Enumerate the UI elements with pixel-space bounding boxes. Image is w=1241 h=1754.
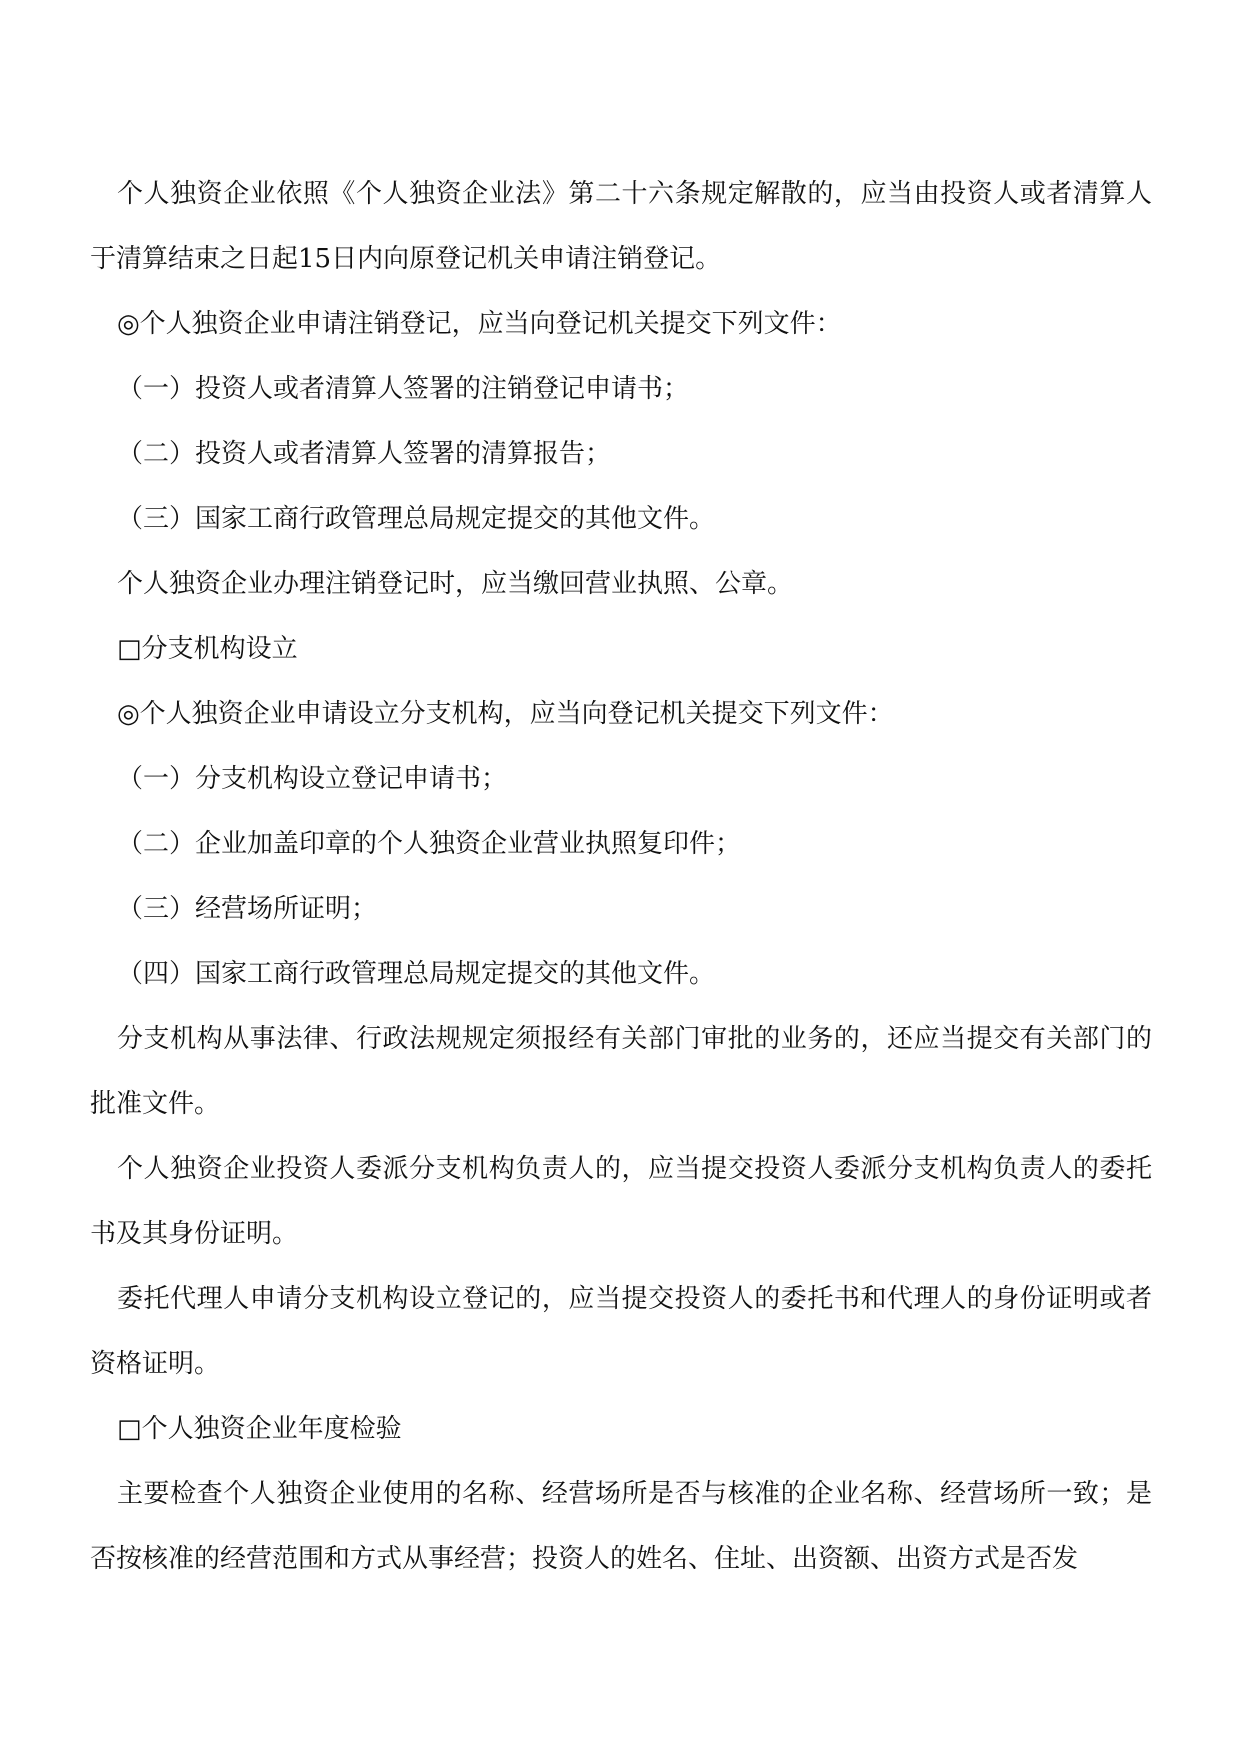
paragraph-inspection-content: 主要检查个人独资企业使用的名称、经营场所是否与核准的企业名称、经营场所一致；是否按核准的经营范围和方式从事经营；投资人的姓名、住址、出资额、出资方式是否发 [90,1479,1152,1574]
paragraph-branch-manager-appointment: 个人独资企业投资人委派分支机构负责人的，应当提交投资人委派分支机构负责人的委托书及其身份证明。 [90,1154,1152,1249]
list-item: （一）分支机构设立登记申请书； [117,764,508,794]
list-item: （二）投资人或者清算人签署的清算报告； [117,439,612,469]
paragraph-approval-documents: 分支机构从事法律、行政法规规定须报经有关部门审批的业务的，还应当提交有关部门的批准文件。 [90,1024,1152,1119]
list-item: （三）国家工商行政管理总局规定提交的其他文件。 [117,504,716,534]
paragraph-dissolution-deregistration: 个人独资企业依照《个人独资企业法》第二十六条规定解散的，应当由投资人或者清算人于清算结束之日起15日内向原登记机关申请注销登记。 [90,179,1152,274]
document-body [90,162,1152,1592]
list-item: （一）投资人或者清算人签署的注销登记申请书； [117,374,690,404]
list-item: （四）国家工商行政管理总局规定提交的其他文件。 [117,959,716,989]
paragraph-agent-application: 委托代理人申请分支机构设立登记的，应当提交投资人的委托书和代理人的身份证明或者资格证明。 [90,1284,1152,1379]
paragraph-return-license: 个人独资企业办理注销登记时，应当缴回营业执照、公章。 [117,569,794,599]
paragraph-branch-documents-heading: ◎个人独资企业申请设立分支机构，应当向登记机关提交下列文件： [117,699,894,729]
section-heading-annual-inspection: □个人独资企业年度检验 [117,1414,402,1444]
section-heading-branch-establishment: □分支机构设立 [117,634,298,664]
list-item: （三）经营场所证明； [117,894,378,924]
paragraph-deregistration-documents-heading: ◎个人独资企业申请注销登记，应当向登记机关提交下列文件： [117,309,842,339]
list-item: （二）企业加盖印章的个人独资企业营业执照复印件； [117,829,742,859]
